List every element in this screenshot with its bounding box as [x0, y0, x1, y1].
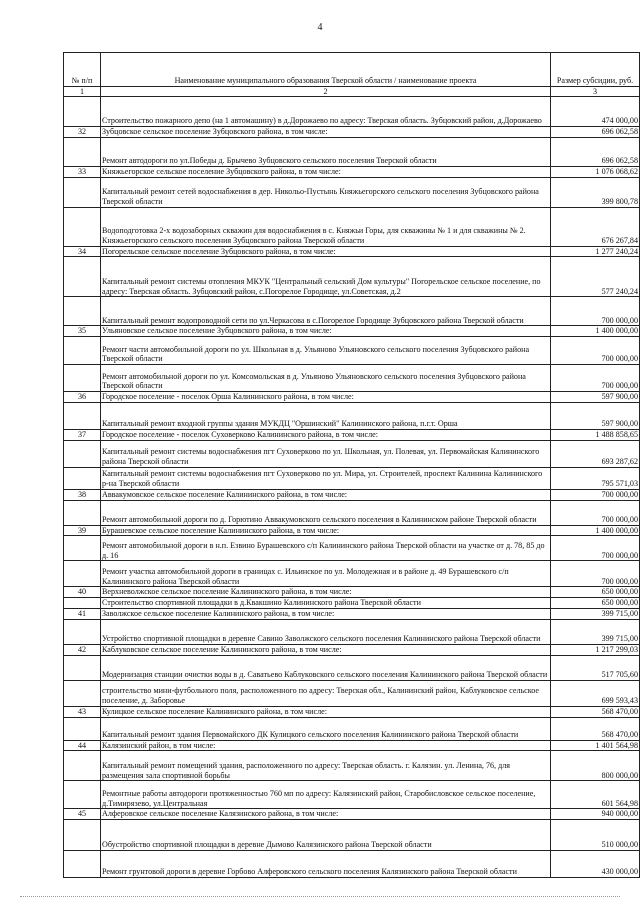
- row-amount: 700 000,00: [551, 489, 640, 500]
- subsidy-table: [63, 52, 640, 878]
- row-amount: 696 062,58: [551, 127, 640, 138]
- row-name: Городское поселение - поселок Орша Калининского района, в том числе:: [101, 392, 551, 403]
- row-amount: 517 705,60: [551, 655, 640, 680]
- project-row: [64, 257, 640, 297]
- settlement-row: [64, 166, 640, 177]
- row-number: [64, 851, 101, 878]
- settlement-row: [64, 246, 640, 257]
- row-name: Капитальный ремонт водопроводной сети по ул.Черкасова в с.Погорелое Городище Зубцовского района Тверской области: [101, 297, 551, 326]
- row-name: Строительство пожарного депо (на 1 автомашину) в д.Дорожаево по адресу: Тверская область. Зубцовский район, д.Дорожаево: [101, 97, 551, 127]
- row-amount: 940 000,00: [551, 809, 640, 820]
- row-amount: 1 277 240,24: [551, 246, 640, 257]
- row-number: [64, 137, 101, 166]
- row-amount: 399 715,00: [551, 609, 640, 620]
- row-name: Верхневолжское сельское поселение Калининского района, в том числе:: [101, 587, 551, 598]
- project-row: [64, 500, 640, 525]
- row-number: [64, 820, 101, 851]
- settlement-row: [64, 809, 640, 820]
- project-row: [64, 820, 640, 851]
- row-number: 32: [64, 127, 101, 138]
- row-number: [64, 467, 101, 489]
- column-index: 2: [101, 87, 551, 97]
- row-name: Обустройство спортивной площадки в деревне Дымово Калязинского района Тверской области: [101, 820, 551, 851]
- row-number: [64, 207, 101, 246]
- row-amount: 1 217 299,03: [551, 644, 640, 655]
- row-name: Устройство спортивной площадки в деревне Савино Заволжского сельского поселения Калининского района Тверской области: [101, 619, 551, 644]
- project-row: [64, 137, 640, 166]
- settlement-row: [64, 392, 640, 403]
- row-amount: 795 571,03: [551, 467, 640, 489]
- scan-edge-artifact: [20, 896, 620, 898]
- row-number: 45: [64, 809, 101, 820]
- row-name: Капитальный ремонт здания Первомайского ДК Кулицкого сельского поселения Калининского района Тверской области: [101, 717, 551, 740]
- row-name: Капитальный ремонт входной группы здания МУКДЦ "Оршинский" Калининского района, п.г.т. Орша: [101, 402, 551, 429]
- row-number: 37: [64, 429, 101, 440]
- row-amount: 430 000,00: [551, 851, 640, 878]
- row-name: Алферовское сельское поселение Калязинского района, в том числе:: [101, 809, 551, 820]
- project-row: [64, 717, 640, 740]
- row-amount: 696 062,58: [551, 137, 640, 166]
- row-name: Аввакумовское сельское поселение Калининского района, в том числе:: [101, 489, 551, 500]
- row-amount: 568 470,00: [551, 717, 640, 740]
- row-number: 42: [64, 644, 101, 655]
- row-name: Калязинский район, в том числе:: [101, 740, 551, 751]
- project-row: [64, 680, 640, 706]
- project-row: [64, 97, 640, 127]
- project-row: [64, 561, 640, 587]
- row-number: 43: [64, 706, 101, 717]
- row-amount: 676 267,84: [551, 207, 640, 246]
- row-number: 38: [64, 489, 101, 500]
- project-row: [64, 365, 640, 392]
- row-number: 36: [64, 392, 101, 403]
- header-amount: Размер субсидии, руб.: [551, 53, 640, 87]
- row-amount: 693 287,62: [551, 440, 640, 467]
- project-row: [64, 467, 640, 489]
- row-name: Заволжское сельское поселение Калининского района, в том числе:: [101, 609, 551, 620]
- row-amount: 568 470,00: [551, 706, 640, 717]
- row-amount: 1 076 068,62: [551, 166, 640, 177]
- column-index-row: [64, 87, 640, 97]
- row-amount: 700 000,00: [551, 337, 640, 365]
- header-number: № п/п: [64, 53, 101, 87]
- row-number: 39: [64, 525, 101, 536]
- row-number: [64, 561, 101, 587]
- row-amount: 650 000,00: [551, 587, 640, 598]
- table-header-row: [64, 53, 640, 87]
- row-amount: 597 900,00: [551, 402, 640, 429]
- header-name: Наименование муниципального образования Тверской области / наименование проекта: [101, 53, 551, 87]
- row-amount: 601 564,98: [551, 781, 640, 809]
- row-number: [64, 337, 101, 365]
- project-row: [64, 440, 640, 467]
- project-row: [64, 177, 640, 207]
- project-row: [64, 851, 640, 878]
- row-name: Городское поселение - поселок Суховерково Калининского района, в том числе:: [101, 429, 551, 440]
- row-amount: 1 400 000,00: [551, 326, 640, 337]
- row-number: [64, 751, 101, 781]
- row-number: [64, 680, 101, 706]
- project-row: [64, 619, 640, 644]
- row-amount: 399 715,00: [551, 619, 640, 644]
- row-name: Ремонтные работы автодороги протяженностью 760 мп по адресу: Калязинский район, Старобисловское сельское поселение, д.Тимирязево, ул.Центральная: [101, 781, 551, 809]
- row-amount: 1 488 858,65: [551, 429, 640, 440]
- row-number: [64, 402, 101, 429]
- project-row: [64, 536, 640, 561]
- row-name: строительство мини-футбольного поля, расположенного по адресу: Тверская обл., Калининский район, Каблуковское сельское поселение, д. Заборовье: [101, 680, 551, 706]
- settlement-row: [64, 740, 640, 751]
- row-name: Каблуковское сельское поселение Калининского района, в том числе:: [101, 644, 551, 655]
- row-name: Кулицкое сельское поселение Калининского района, в том числе:: [101, 706, 551, 717]
- settlement-row: [64, 525, 640, 536]
- row-name: Капитальный ремонт помещений здания, расположенного по адресу: Тверская область. г. Калязин. ул. Ленина, 76, для размещения зала спортивной борьбы: [101, 751, 551, 781]
- row-name: Водоподготовка 2-х водозаборных скважин для водоснабжения в с. Княжьи Горы, для скважины № 1 и для скважины № 2. Княжьегорского сельского поселения Зубцовского района Тверской области: [101, 207, 551, 246]
- settlement-row: [64, 706, 640, 717]
- settlement-row: [64, 609, 640, 620]
- row-number: [64, 500, 101, 525]
- row-amount: 700 000,00: [551, 297, 640, 326]
- project-row: [64, 781, 640, 809]
- row-amount: 700 000,00: [551, 561, 640, 587]
- row-number: [64, 257, 101, 297]
- project-row: [64, 337, 640, 365]
- row-name: Зубцовское сельское поселение Зубцовского района, в том числе:: [101, 127, 551, 138]
- row-number: 35: [64, 326, 101, 337]
- settlement-row: [64, 489, 640, 500]
- row-name: Ремонт грунтовой дороги в деревне Горбово Алферовского сельского поселения Калязинского района Тверской области: [101, 851, 551, 878]
- project-row: [64, 207, 640, 246]
- settlement-row: [64, 587, 640, 598]
- row-name: Бурашевское сельское поселение Калининского района, в том числе:: [101, 525, 551, 536]
- row-amount: 699 593,43: [551, 680, 640, 706]
- row-name: Ремонт автомобильной дороги по д. Горютино Аввакумовского сельского поселения в Калининском районе Тверской области: [101, 500, 551, 525]
- row-name: Капитальный ремонт системы водоснабжения пгт Суховерково по ул. Школьная, ул. Полевая, ул. Первомайская Калининского района Тверской области: [101, 440, 551, 467]
- row-name: Капитальный ремонт системы водоснабжения пгт Суховерково по ул. Мира, ул. Строителей, проспект Калинина Калининского р-на Тверской области: [101, 467, 551, 489]
- settlement-row: [64, 429, 640, 440]
- project-row: [64, 402, 640, 429]
- row-number: 33: [64, 166, 101, 177]
- row-number: [64, 717, 101, 740]
- settlement-row: [64, 127, 640, 138]
- row-name: Строительство спортивной площадки в д.Квакшино Калининского района Тверской области: [101, 598, 551, 609]
- row-amount: 800 000,00: [551, 751, 640, 781]
- row-number: [64, 536, 101, 561]
- row-number: [64, 655, 101, 680]
- row-amount: 700 000,00: [551, 536, 640, 561]
- column-index: 3: [551, 87, 640, 97]
- project-row: [64, 655, 640, 680]
- row-name: Ульяновское сельское поселение Зубцовского района, в том числе:: [101, 326, 551, 337]
- row-name: Капитальный ремонт системы отопления МКУК "Центральный сельский Дом культуры" Погорельское сельское поселение, по адресу: Тверская область. Зубцовский район, с.Погорелое Городище, ул.Советская, д.2: [101, 257, 551, 297]
- settlement-row: [64, 326, 640, 337]
- page-number: 4: [317, 22, 323, 33]
- row-number: 44: [64, 740, 101, 751]
- settlement-row: [64, 644, 640, 655]
- row-name: Ремонт части автомобильной дороги по ул. Школьная в д. Ульяново Ульяновского сельского поселения Зубцовского района Тверской области: [101, 337, 551, 365]
- row-number: [64, 297, 101, 326]
- row-amount: 474 000,00: [551, 97, 640, 127]
- row-amount: 1 400 000,00: [551, 525, 640, 536]
- row-name: Ремонт автодороги по ул.Победы д. Брычево Зубцовского сельского поселения Тверской области: [101, 137, 551, 166]
- row-number: [64, 598, 101, 609]
- row-amount: 700 000,00: [551, 365, 640, 392]
- row-name: Ремонт автомобильной дороги по ул. Комсомольская в д. Ульяново Ульяновского сельского поселения Зубцовского района Тверской области: [101, 365, 551, 392]
- column-index: 1: [64, 87, 101, 97]
- row-name: Модернизация станции очистки воды в д. Саватьево Каблуковского сельского поселения Калининского района Тверской области: [101, 655, 551, 680]
- row-number: [64, 781, 101, 809]
- project-row: [64, 751, 640, 781]
- row-amount: 510 000,00: [551, 820, 640, 851]
- row-number: [64, 177, 101, 207]
- row-number: [64, 365, 101, 392]
- row-amount: 650 000,00: [551, 598, 640, 609]
- row-name: Ремонт автомобильной дороги в н.п. Езвино Бурашевского с/п Калининского района Тверской области на участке от д. 78, 85 до д. 16: [101, 536, 551, 561]
- row-amount: 597 900,00: [551, 392, 640, 403]
- row-name: Ремонт участка автомобильной дороги в границах с. Ильинское по ул. Молодежная и в районе д. 49 Бурашевского с/п Калининского района Тверской области: [101, 561, 551, 587]
- row-number: 40: [64, 587, 101, 598]
- row-number: 41: [64, 609, 101, 620]
- row-name: Капитальный ремонт сетей водоснабжения в дер. Никольо-Пустынь Княжьегорского сельского поселения Зубцовского района Тверской области: [101, 177, 551, 207]
- row-amount: 1 401 564,98: [551, 740, 640, 751]
- row-number: [64, 619, 101, 644]
- row-amount: 399 800,78: [551, 177, 640, 207]
- row-amount: 700 000,00: [551, 500, 640, 525]
- project-row: [64, 297, 640, 326]
- row-name: Погорельское сельское поселение Зубцовского района, в том числе:: [101, 246, 551, 257]
- row-number: 34: [64, 246, 101, 257]
- project-row: [64, 598, 640, 609]
- row-amount: 577 240,24: [551, 257, 640, 297]
- row-name: Княжьегорское сельское поселение Зубцовского района, в том числе:: [101, 166, 551, 177]
- row-number: [64, 97, 101, 127]
- row-number: [64, 440, 101, 467]
